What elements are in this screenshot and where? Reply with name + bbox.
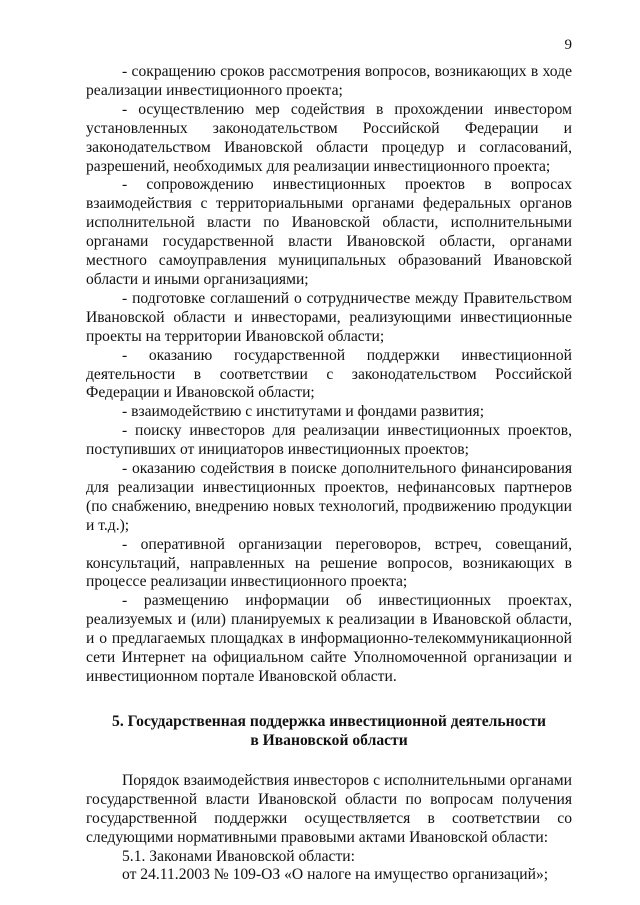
section-paragraph: Порядок взаимодействия инвесторов с исполнительными органами государственной власти Ивановской области по вопросам получения государственной поддержки осуществляется в соответствии со следующими нормативными правовыми актами Ивановской области: [86,771,572,846]
list-item: - поиску инвесторов для реализации инвестиционных проектов, поступивших от инициаторов инвестиционных проектов; [86,422,572,459]
section-heading-line: 5. Государственная поддержка инвестиционной деятельности [112,712,546,730]
section-paragraph: 5.1. Законами Ивановской области: [122,847,355,865]
section-heading-line: в Ивановской области [250,731,408,749]
document-body [86,63,572,885]
list-item: - сокращению сроков рассмотрения вопросов, возникающих в ходе реализации инвестиционного проекта; [86,63,572,99]
section-paragraph: от 24.11.2003 № 109-ОЗ «О налоге на имущество организаций»; [122,866,549,884]
list-item: - размещению информации об инвестиционных проектах, реализуемых и (или) планируемых к реализации в Ивановской области, и о предлагаемых площадках в информационно-телекоммуникационной сети Интернет на официальном сайте Уполномоченной организации и инвестиционном портале Ивановской области. [86,592,572,685]
list-item: - оказанию содействия в поиске дополнительного финансирования для реализации инвестиционных проектов, нефинансовых партнеров (по снабжению, внедрению новых технологий, продвижению продукции и т.д.); [86,460,572,534]
list-item: - оказанию государственной поддержки инвестиционной деятельности в соответствии с законодательством Российской Федерации и Ивановской области; [86,346,572,402]
page-number: 9 [564,37,572,53]
list-item: - оперативной организации переговоров, встреч, совещаний, консультаций, направленных на решение вопросов, возникающих в процессе реализации инвестиционного проекта; [86,535,572,591]
list-item: - подготовке соглашений о сотрудничестве между Правительством Ивановской области и инвесторами, реализующими инвестиционные проекты на территории Ивановской области; [86,289,572,345]
list-item: - осуществлению мер содействия в прохождении инвестором установленных законодательством Российской Федерации и законодательством Ивановской области процедур и согласований, разрешений, необходимых для реализации инвестиционного проекта; [86,100,572,175]
list-item: - сопровождению инвестиционных проектов в вопросах взаимодействия с территориальными органами федеральных органов исполнительной власти по Ивановской области, исполнительными органами государственной власти Ивановской области, органами местного самоуправления муниципальных образований Ивановской области и иными организациями; [86,176,572,288]
section-heading [86,712,572,750]
list-item: - взаимодействию с институтами и фондами развития; [122,403,485,421]
